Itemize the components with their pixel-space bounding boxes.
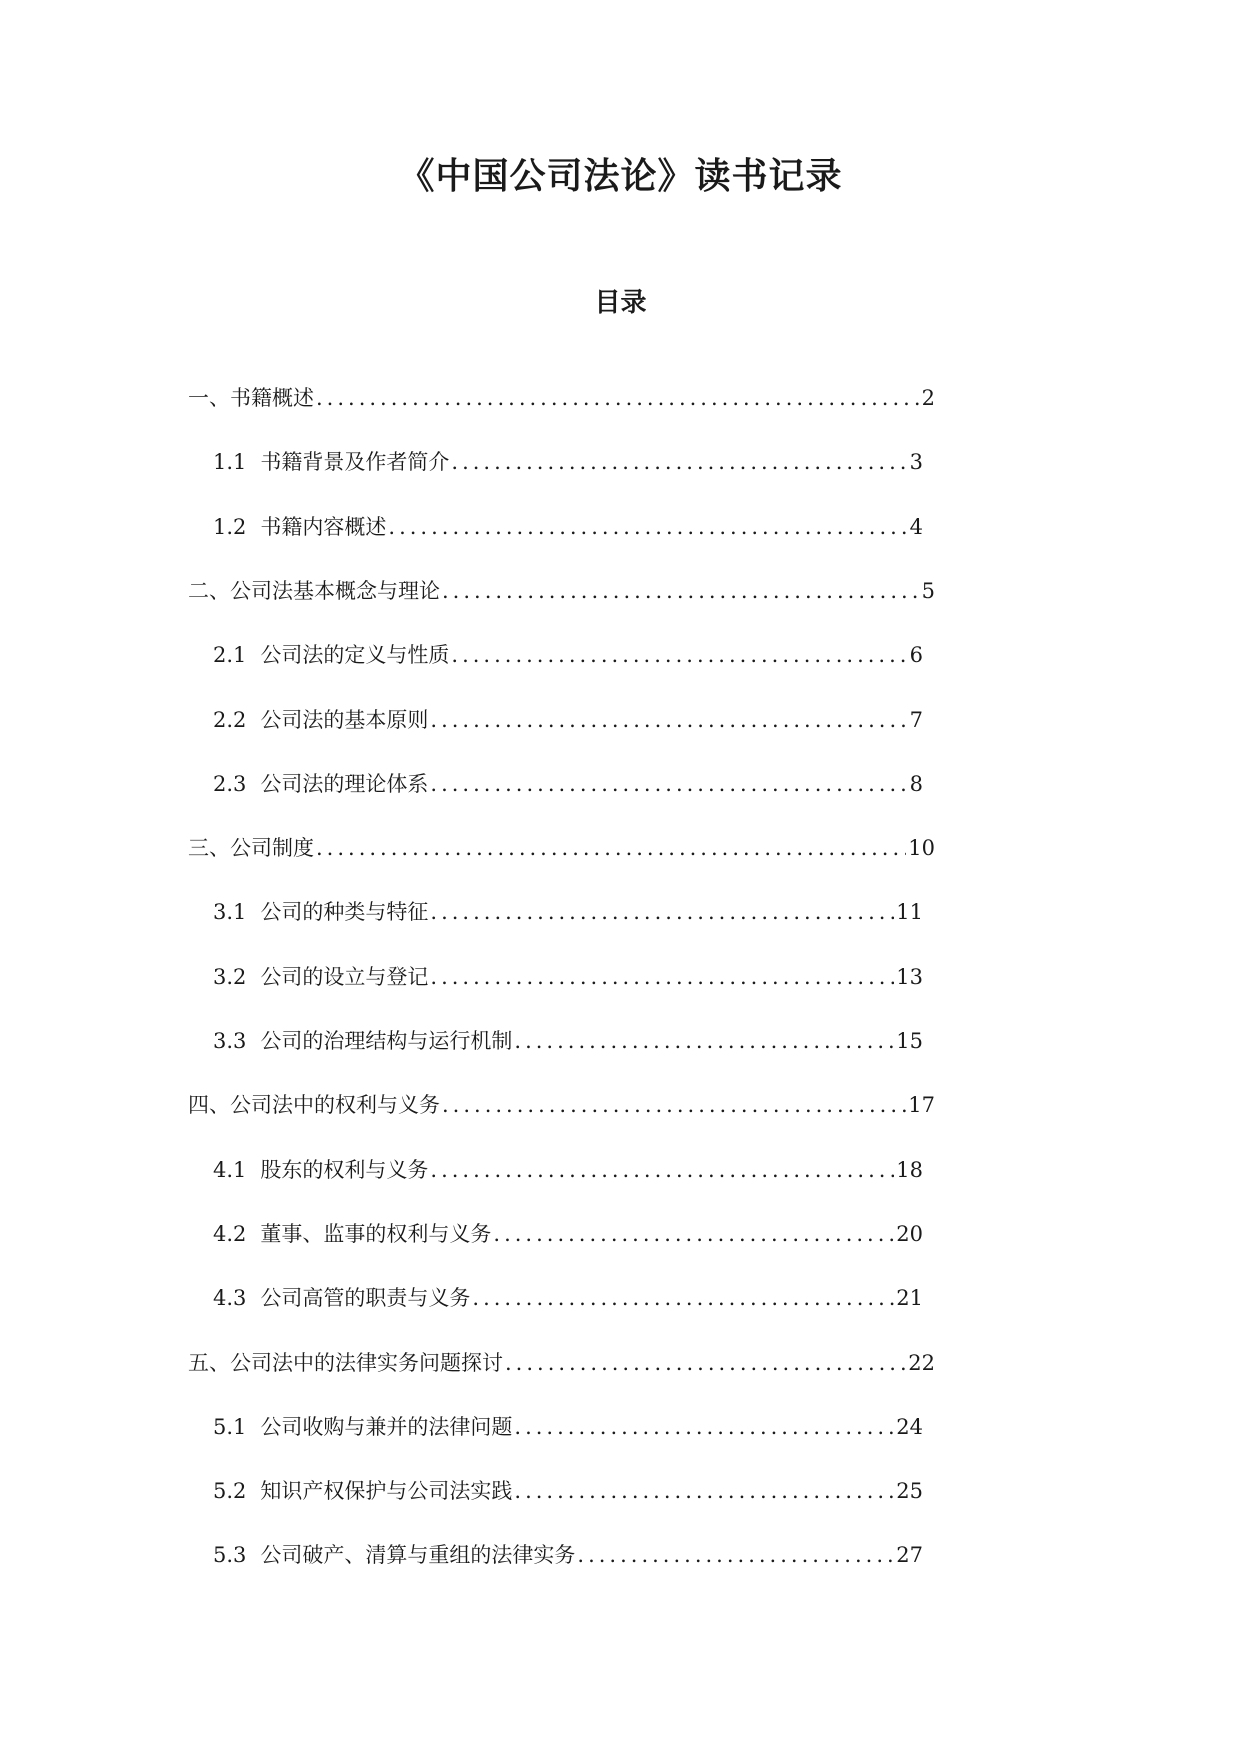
toc-entry-number: 1.1: [213, 450, 247, 474]
toc-page-number: 22: [908, 1351, 935, 1375]
toc-dot-leader: [472, 1283, 894, 1313]
toc-entry-title: 董事、监事的权利与义务: [260, 1222, 492, 1246]
toc-entry[interactable]: [0, 1283, 923, 1313]
toc-entry[interactable]: [0, 833, 935, 863]
toc-entry[interactable]: [0, 962, 923, 992]
toc-page-number: 24: [896, 1415, 923, 1439]
toc-entry-title: 二、公司法基本概念与理论: [188, 579, 440, 603]
toc-entry[interactable]: [0, 447, 923, 477]
toc-page-number: 2: [921, 386, 935, 410]
toc-page-number: 4: [909, 515, 923, 539]
toc-dot-leader: [514, 1026, 894, 1056]
toc-page-number: 17: [908, 1093, 935, 1117]
toc-entry[interactable]: [0, 769, 923, 799]
toc-entry[interactable]: [0, 897, 923, 927]
toc-entry[interactable]: [0, 1219, 923, 1249]
toc-dot-leader: [451, 447, 907, 477]
toc-page-number: 18: [896, 1158, 923, 1182]
toc-entry[interactable]: [0, 1090, 935, 1120]
toc-entry-number: 4.1: [213, 1158, 247, 1182]
toc-dot-leader: [514, 1412, 894, 1442]
toc-entry-title: 公司法的基本原则: [260, 708, 429, 732]
toc-entry[interactable]: [0, 1348, 935, 1378]
toc-dot-leader: [442, 576, 920, 606]
toc-entry-title: 公司的设立与登记: [260, 965, 429, 989]
toc-entry-number: 4.2: [213, 1222, 247, 1246]
toc-page-number: 6: [909, 643, 923, 667]
toc-dot-leader: [430, 1155, 894, 1185]
toc-entry-number: 1.2: [213, 515, 247, 539]
toc-dot-leader: [505, 1348, 906, 1378]
toc-entry-title: 公司法的理论体系: [260, 772, 429, 796]
toc-dot-leader: [316, 833, 906, 863]
toc-entry-title: 四、公司法中的权利与义务: [188, 1093, 440, 1117]
toc-page-number: 15: [896, 1029, 923, 1053]
document-title: 《中国公司法论》读书记录: [398, 156, 843, 197]
toc-entry-number: 2.3: [213, 772, 247, 796]
toc-dot-leader: [316, 383, 920, 413]
toc-page-number: 3: [909, 450, 923, 474]
toc-entry-title: 公司破产、清算与重组的法律实务: [260, 1543, 576, 1567]
toc-dot-leader: [430, 897, 894, 927]
toc-entry-number: 5.2: [213, 1479, 247, 1503]
toc-entry[interactable]: [0, 383, 935, 413]
toc-entry[interactable]: [0, 576, 935, 606]
toc-entry[interactable]: [0, 1026, 923, 1056]
toc-dot-leader: [514, 1476, 894, 1506]
toc-entry-number: 4.3: [213, 1286, 247, 1310]
toc-page-number: 8: [909, 772, 923, 796]
toc-entry-title: 知识产权保护与公司法实践: [260, 1479, 513, 1503]
toc-entry-number: 2.1: [213, 643, 247, 667]
toc-page-number: 5: [921, 579, 935, 603]
toc-entry[interactable]: [0, 705, 923, 735]
toc-entry[interactable]: [0, 1540, 923, 1570]
toc-entry-title: 公司法的定义与性质: [260, 643, 450, 667]
toc-page-number: 11: [896, 900, 923, 924]
toc-page-number: 13: [896, 965, 923, 989]
toc-entry-title: 五、公司法中的法律实务问题探讨: [188, 1351, 503, 1375]
toc-entry-number: 2.2: [213, 708, 247, 732]
toc-entry-number: 3.2: [213, 965, 247, 989]
toc-dot-leader: [451, 640, 907, 670]
toc-entry[interactable]: [0, 512, 923, 542]
toc-entry-title: 股东的权利与义务: [260, 1158, 429, 1182]
toc-page-number: 7: [909, 708, 923, 732]
toc-entry[interactable]: [0, 1412, 923, 1442]
toc-page-number: 25: [896, 1479, 923, 1503]
toc-dot-leader: [430, 705, 907, 735]
toc-page-number: 20: [896, 1222, 923, 1246]
toc-entry-number: 3.1: [213, 900, 247, 924]
toc-entry-title: 书籍背景及作者简介: [260, 450, 450, 474]
toc-page-number: 10: [908, 836, 935, 860]
toc-entry-title: 公司高管的职责与义务: [260, 1286, 471, 1310]
toc-entry-title: 一、书籍概述: [188, 386, 314, 410]
toc-entry-number: 5.1: [213, 1415, 247, 1439]
toc-entry-title: 书籍内容概述: [260, 515, 387, 539]
toc-dot-leader: [430, 962, 894, 992]
toc-entry-title: 公司的治理结构与运行机制: [260, 1029, 513, 1053]
toc-dot-leader: [388, 512, 907, 542]
toc-heading: 目录: [594, 288, 647, 318]
toc-page-number: 21: [896, 1286, 923, 1310]
toc-entry-title: 公司的种类与特征: [260, 900, 429, 924]
toc-entry[interactable]: [0, 1155, 923, 1185]
toc-dot-leader: [430, 769, 907, 799]
toc-entry-number: 3.3: [213, 1029, 247, 1053]
toc-entry-title: 公司收购与兼并的法律问题: [260, 1415, 513, 1439]
toc-entry-number: 5.3: [213, 1543, 247, 1567]
toc-entry-title: 三、公司制度: [188, 836, 314, 860]
toc-dot-leader: [577, 1540, 894, 1570]
toc-entry[interactable]: [0, 640, 923, 670]
toc-page-number: 27: [896, 1543, 923, 1567]
toc-dot-leader: [442, 1090, 906, 1120]
toc-entry[interactable]: [0, 1476, 923, 1506]
toc-dot-leader: [493, 1219, 894, 1249]
